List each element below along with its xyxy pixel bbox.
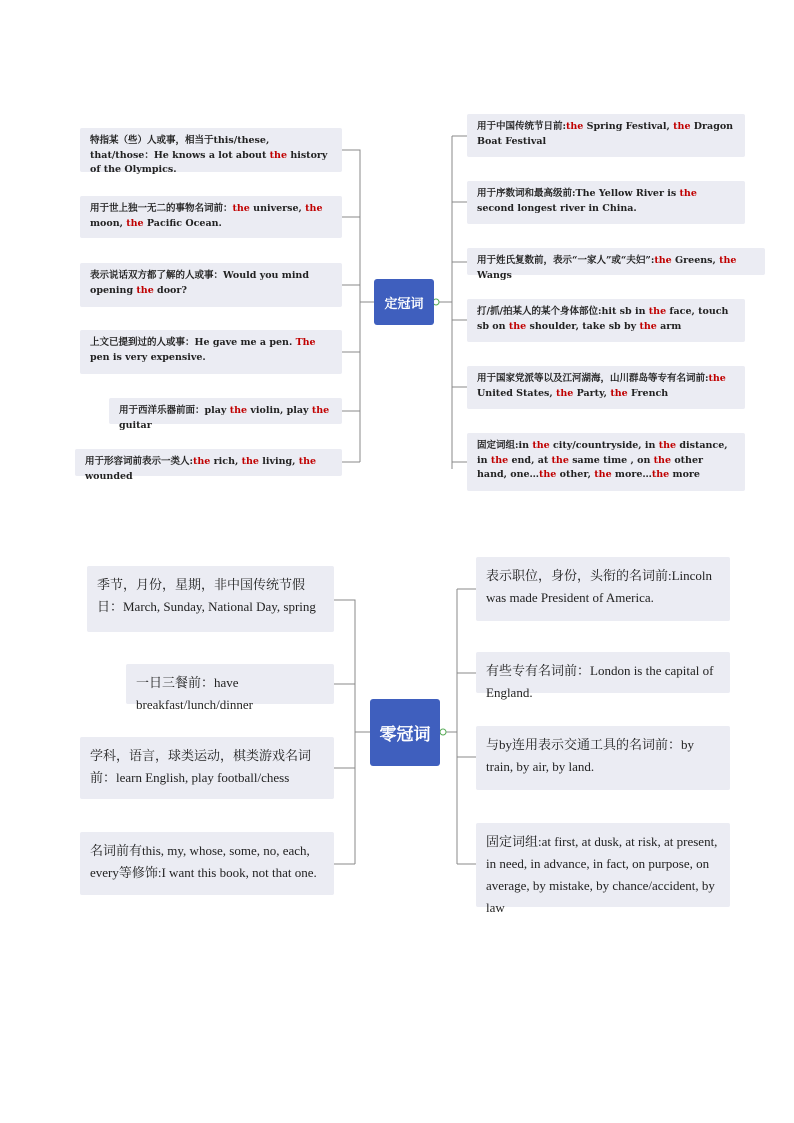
article-highlight: the: [136, 284, 154, 296]
article-highlight: the: [193, 456, 211, 467]
node-text: same time , on: [568, 454, 654, 466]
zero-left-node-1: [87, 566, 334, 632]
definite-left-node-6: [75, 449, 342, 482]
definite-right-node-2: [467, 181, 745, 224]
definite-left-node-4: [80, 330, 342, 374]
node-text: rich,: [210, 456, 242, 467]
article-highlight: the: [305, 203, 323, 214]
definite-left-node-3: [80, 263, 342, 307]
article-highlight: the: [229, 405, 248, 416]
zero-article-central-topic: 零冠词: [370, 699, 440, 766]
node-text: United States,: [477, 387, 556, 399]
node-text: 用于国家党派等以及江河湖海，山川群岛等专有名词前:: [477, 373, 709, 384]
node-text: 与by连用表示交通工具的名词前：by train, by air, by land.: [486, 737, 695, 775]
node-text: 上文已提到过的人或事：He gave me a pen.: [90, 337, 296, 348]
node-text: 用于序数词和最高级前:The Yellow River is: [477, 188, 680, 199]
node-text: living,: [258, 456, 299, 467]
node-text: face, touch sb on: [477, 306, 729, 332]
article-highlight: the: [639, 320, 657, 332]
article-highlight: the: [658, 440, 677, 451]
article-highlight: the: [508, 320, 527, 332]
definite-right-node-5: [467, 366, 745, 409]
definite-right-node-1: [467, 114, 745, 157]
node-text: Dragon Boat Festival: [477, 121, 734, 147]
node-text: shoulder, take sb by: [526, 320, 640, 332]
article-highlight: the: [651, 469, 670, 481]
zero-right-node-4: [476, 823, 730, 916]
article-highlight: the: [566, 121, 584, 132]
node-text: pen is very expensive.: [90, 351, 206, 363]
node-text: 一日三餐前：have breakfast/lunch/dinner: [136, 675, 253, 713]
node-text: city/countryside, in: [549, 440, 659, 451]
node-text: history of the Olympics.: [90, 149, 328, 176]
zero-left-node-4: [80, 832, 334, 895]
node-text: Greens,: [671, 255, 720, 266]
node-text: French: [627, 387, 669, 399]
node-text: 用于中国传统节日前:: [477, 121, 567, 132]
node-text: 用于世上独一无二的事物名词前：: [90, 203, 233, 214]
node-text: 用于西洋乐器前面：play: [119, 405, 230, 416]
article-highlight: the: [679, 188, 697, 199]
node-text: 用于形容词前表示一类人:: [85, 456, 194, 467]
node-text: other hand, one…: [477, 454, 704, 481]
article-highlight: the: [648, 306, 667, 317]
node-text: 表示职位，身份，头衔的名词前:Lincoln was made President of America.: [486, 568, 713, 606]
node-text: more: [669, 469, 700, 481]
node-text: 表示说话双方都了解的人或事：Would you mind opening: [90, 270, 309, 296]
node-text: 打/抓/拍某人的某个身体部位:hit sb in: [477, 306, 649, 317]
zero-left-node-3: [80, 737, 334, 799]
definite-left-node-1: [80, 128, 342, 176]
article-highlight: the: [654, 255, 672, 266]
node-text: end, at: [508, 454, 552, 466]
node-text: 季节，月份，星期，非中国传统节假日：March, Sunday, National Day, spring: [97, 577, 316, 615]
article-highlight: the: [298, 456, 317, 467]
node-text: violin, play: [247, 405, 312, 416]
node-text: 有些专有名词前：London is the capital of England.: [486, 663, 714, 701]
article-highlight: the: [241, 456, 259, 467]
definite-left-node-2: [80, 196, 342, 238]
article-highlight: the: [532, 440, 550, 451]
node-text: wounded: [85, 470, 133, 482]
node-text: 学科，语言，球类运动，棋类游戏名词前：learn English, play football/chess: [90, 748, 312, 786]
node-text: 固定词组:at first, at dusk, at risk, at present, in need, in advance, in fact, on purpose, on average, by mistake, by chance/accident, by law: [486, 834, 718, 916]
node-text: more…: [611, 469, 652, 481]
zero-right-node-3: [476, 726, 730, 790]
node-text: Pacific Ocean.: [143, 217, 222, 229]
article-highlight: the: [539, 469, 557, 481]
article-highlight: the: [555, 387, 574, 399]
node-text: guitar: [119, 419, 152, 431]
article-highlight: the: [708, 373, 726, 384]
node-text: arm: [656, 320, 682, 332]
node-text: 用于姓氏复数前，表示“一家人”或“夫妇”:: [477, 255, 655, 266]
article-highlight: the: [673, 121, 691, 132]
article-highlight: The: [295, 337, 316, 348]
zero-left-node-2: [126, 664, 334, 713]
node-text: Wangs: [477, 269, 512, 281]
definite-left-node-5: [109, 398, 342, 431]
node-text: 特指某（些）人或事，相当于this/these, that/those：He knows a lot about: [90, 135, 270, 161]
node-text: door?: [153, 284, 187, 296]
article-highlight: the: [594, 469, 612, 481]
node-text: second longest river in China.: [477, 202, 637, 214]
definite-right-node-4: [467, 299, 745, 342]
article-highlight: the: [490, 454, 509, 466]
article-highlight: the: [126, 217, 144, 229]
node-text: 名词前有this, my, whose, some, no, each, every等修饰:I want this book, not that one.: [90, 843, 317, 881]
article-highlight: the: [269, 149, 288, 161]
zero-right-node-1: [476, 557, 730, 621]
zero-right-node-2: [476, 652, 730, 701]
node-text: Spring Festival,: [583, 121, 674, 132]
node-text: Party,: [573, 387, 611, 399]
article-highlight: the: [719, 255, 737, 266]
article-highlight: the: [311, 405, 330, 416]
node-text: moon,: [90, 217, 127, 229]
article-highlight: the: [610, 387, 628, 399]
definite-article-central-topic: 定冠词: [374, 279, 434, 325]
definite-right-node-6: [467, 433, 745, 491]
node-text: 固定词组:in: [477, 440, 533, 451]
node-text: universe,: [249, 203, 306, 214]
node-text: distance, in: [477, 440, 728, 466]
node-text: other,: [556, 469, 595, 481]
article-highlight: the: [232, 203, 250, 214]
article-highlight: the: [551, 454, 569, 466]
article-highlight: the: [653, 454, 672, 466]
definite-right-node-3: [467, 248, 765, 281]
